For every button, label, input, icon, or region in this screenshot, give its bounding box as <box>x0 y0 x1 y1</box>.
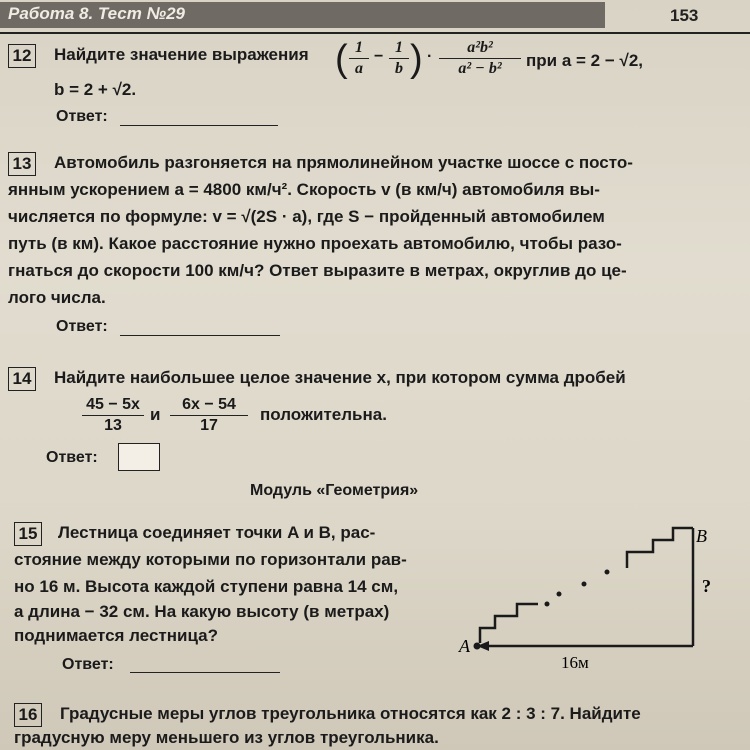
header-title: Работа 8. Тест №29 <box>8 4 185 23</box>
problem-13-line-2: янным ускорением a = 4800 км/ч². Скорость v (в км/ч) автомобиля вы- <box>8 180 600 199</box>
problem-12-number: 12 <box>8 44 36 68</box>
problem-13-line-3: числяется по формуле: v = √(2S · a), где S − пройденный автомобилем <box>8 207 605 226</box>
problem-13-line-6: лого числа. <box>8 288 106 307</box>
answer-field-13[interactable] <box>120 335 280 336</box>
problem-16-number: 16 <box>14 703 42 727</box>
ellipsis-dot <box>545 602 550 607</box>
answer-label-13: Ответ: <box>56 318 108 335</box>
answer-label-15: Ответ: <box>62 656 114 673</box>
staircase-figure <box>455 520 725 680</box>
problem-14-fraction-1: $\frac{45 - 5x}{13}$ <box>82 395 144 436</box>
problem-15-line-5: поднимается лестница? <box>14 626 218 645</box>
problem-16-line-2: градусную меру меньшего из углов треугольника. <box>14 728 439 747</box>
problem-14-fraction-2: $\frac{6x - 54}{17}$ <box>170 395 248 436</box>
answer-field-12[interactable] <box>120 125 278 126</box>
problem-14-tail: положительна. <box>260 405 387 424</box>
staircase-upper-steps <box>627 528 693 568</box>
problem-14-number: 14 <box>8 367 36 391</box>
module-title: Модуль «Геометрия» <box>250 482 419 499</box>
problem-15-number: 15 <box>14 522 42 546</box>
problem-13-line-1: Автомобиль разгоняется на прямолинейном участке шоссе с посто- <box>54 153 633 172</box>
problem-13-line-5: гнаться до скорости 100 км/ч? Ответ выразите в метрах, округлив до це- <box>8 261 627 280</box>
ellipsis-dot <box>605 570 610 575</box>
ellipsis-dot <box>557 592 562 597</box>
problem-12-condition-b: b = 2 + √2. <box>54 80 137 99</box>
problem-14-line-1: Найдите наибольшее целое значение x, при котором сумма дробей <box>54 368 626 387</box>
point-b-label: B <box>696 526 707 546</box>
answer-label-14: Ответ: <box>46 449 98 466</box>
point-a-dot <box>474 643 481 650</box>
problem-16-line-1: Градусные меры углов треугольника относятся как 2 : 3 : 7. Найдите <box>60 704 641 723</box>
height-question: ? <box>702 576 711 596</box>
answer-label-12: Ответ: <box>56 108 108 125</box>
answer-box-14[interactable] <box>118 443 160 471</box>
problem-13-number: 13 <box>8 152 36 176</box>
problem-14-conjunction: и <box>150 405 161 424</box>
problem-15-line-2: стояние между которыми по горизонтали рав- <box>14 550 407 569</box>
answer-field-15[interactable] <box>130 672 280 673</box>
problem-12-condition-a: при a = 2 − √2, <box>526 51 643 70</box>
ellipsis-dot <box>582 582 587 587</box>
point-a-label: A <box>459 636 470 656</box>
staircase-lower-steps <box>480 604 538 643</box>
textbook-page: Работа 8. Тест №29 153 12 Найдите значение выражения ( $\frac{1}{a}$ − $\frac{1}{b}$ ) · $\frac{\text{a²b²}}{\text{a² − b²}}$ при a = 2 − √2, b = 2 + √2. Ответ: 13 Автомобиль разгоняется на прямолинейном участке шоссе с посто- янным ускорением a = 4800 км/ч². Скорость v (в км/ч) автомобиля вы- числяется по формуле: v = √(2S · a), где S − пройденный автомобилем путь (в км). Какое расстояние нужно проехать автомобилю, чтобы разо- гнаться до скорости 100 км/ч? Ответ выразите в метрах, округлив до це- лого числа. Ответ: 14 Найдите наибольшее целое значение x, при котором сумма дробей $\frac{45 - 5x}{13}$ и $\frac{6x - 54}{17}$ положительна. Ответ: Модуль «Геометрия» 15 Лестница соединяет точки A и B, рас- стояние между которыми по горизонтали рав- но 16 м. Высота каждой ступени равна 14 см, а длина − 32 см. На какую высоту (в метрах) поднимается лестница? Ответ: A B ? 16м 16 Градусные меры углов треугольника относятся как 2 : 3 : 7. Найдите градусную меру меньшего из углов треугольника. <box>0 0 750 750</box>
page-number: 153 <box>670 6 699 25</box>
problem-12-lead: Найдите значение выражения <box>54 45 309 64</box>
problem-15-line-3: но 16 м. Высота каждой ступени равна 14 см, <box>14 577 399 596</box>
problem-15-line-4: а длина − 32 см. На какую высоту (в метрах) <box>14 602 390 621</box>
page-header <box>0 0 750 32</box>
problem-13-line-4: путь (в км). Какое расстояние нужно проехать автомобилю, чтобы разо- <box>8 234 622 253</box>
header-rule <box>0 32 750 34</box>
problem-15-line-1: Лестница соединяет точки A и B, рас- <box>58 523 376 542</box>
distance-label: 16м <box>561 653 589 672</box>
